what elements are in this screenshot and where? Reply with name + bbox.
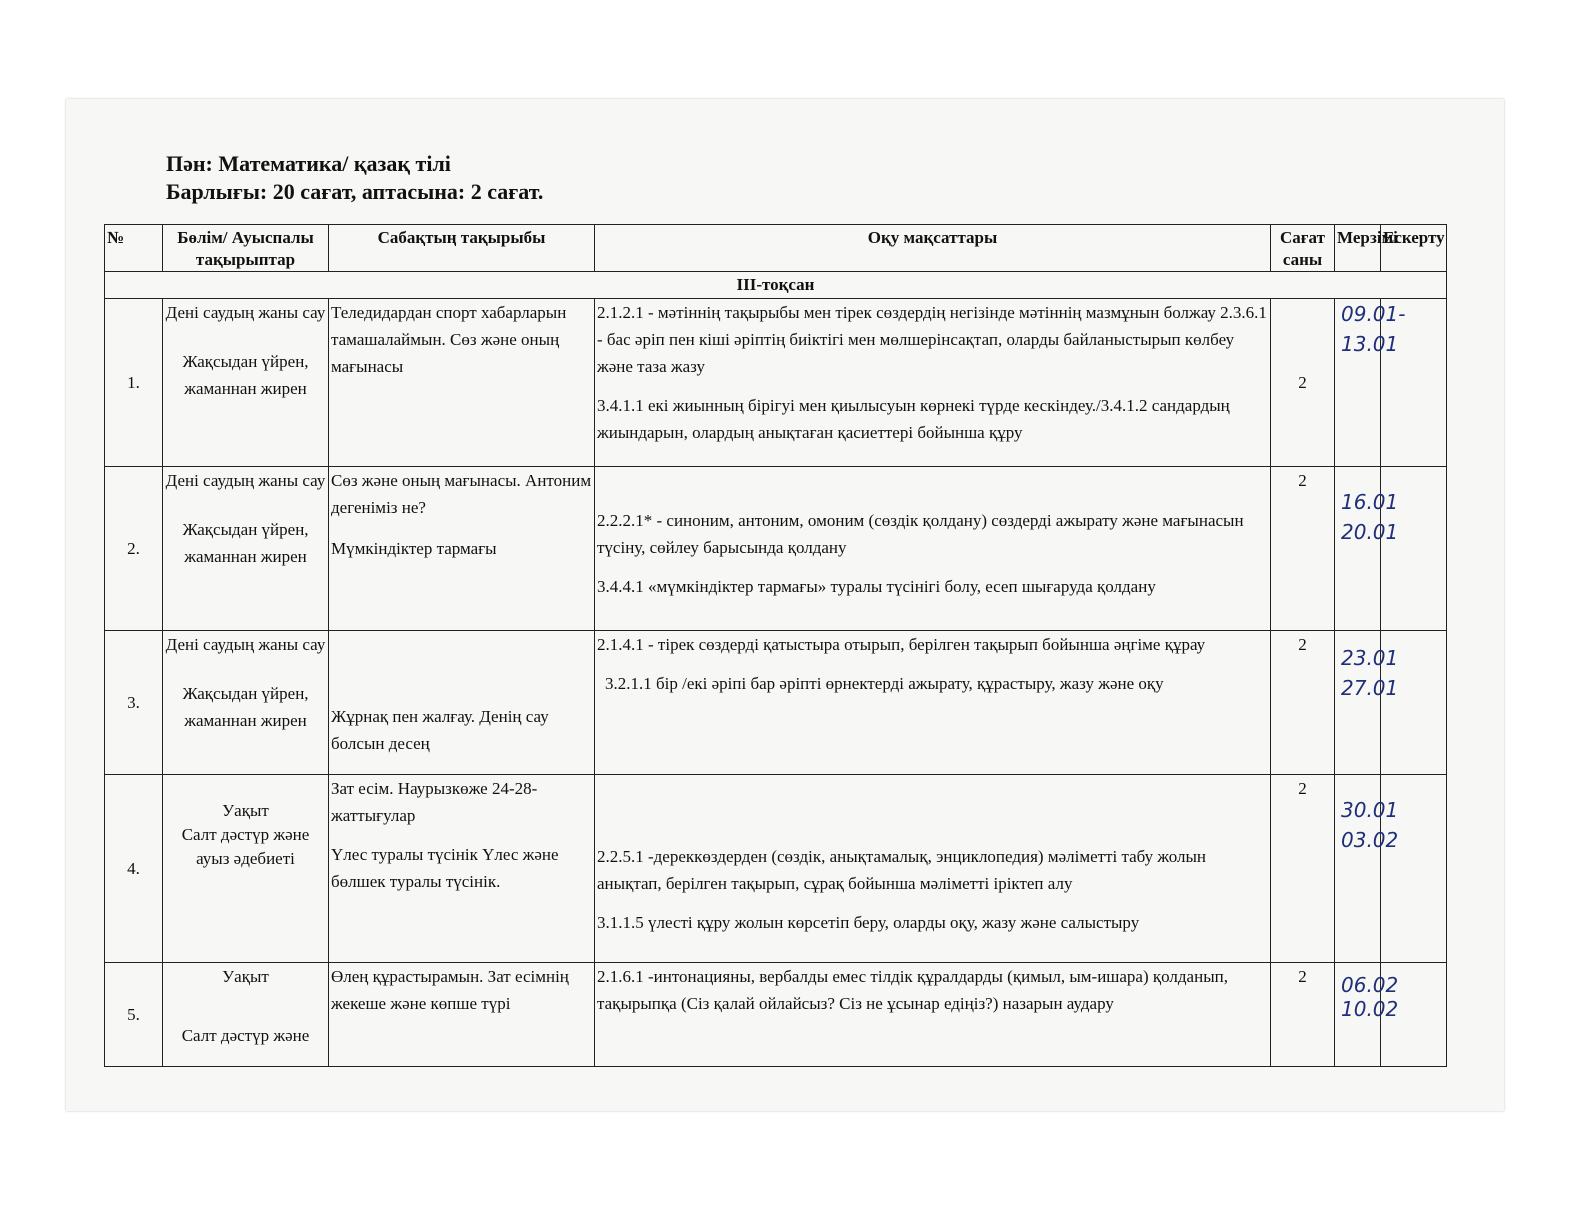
row-dates [1335,631,1399,775]
topic-line: Зат есім. Наурызкөже 24-28-жаттығулар [331,779,538,825]
table-header-row [105,225,1447,272]
section-line: Уақыт [222,801,269,820]
row-topic [329,467,595,631]
table-row [105,467,1447,631]
topic-line: Үлес туралы түсінік Үлес және бөлшек туралы түсінік. [331,845,559,891]
table-row [105,631,1447,775]
column-header-objectives: Оқу мақсаттары [595,225,1271,272]
section-line: Салт дәстүр және [181,1026,310,1045]
column-header-number: № [105,225,163,272]
date-end: 20.01 [1341,520,1399,544]
row-objectives [595,775,1271,963]
hours-value: 2 [1298,779,1307,798]
topic-line: Жұрнақ пен жалғау. Денің сау болсын десең [331,707,549,753]
row-topic [329,963,595,1067]
row-section [163,299,329,467]
column-header-section: Бөлім/ Ауыспалы тақырыптар [163,225,329,272]
table-row [105,299,1447,467]
row-objectives [595,299,1271,467]
topic-line: Теледидардан спорт хабарларын тамашалаймын. Сөз және оның мағынасы [331,303,567,376]
row-dates [1335,299,1406,467]
section-line: Уақыт [222,967,269,986]
objective-item: 2.2.2.1* - синоним, антоним, омоним (сөздік қолдану) сөздерді ажырату және мағынасын түсіну, сөйлеу барысында қолдану [597,511,1244,557]
date-start: 23.01 [1341,646,1399,670]
objective-item: 3.1.1.5 үлесті құру жолын көрсетіп беру, оларды оқу, жазу және салыстыру [597,913,1140,932]
date-start: 30.01 [1341,798,1399,822]
column-header-hours: Сағат саны [1271,225,1335,272]
table-row [105,775,1447,963]
row-section [163,775,329,963]
row-hours [1271,631,1335,775]
objective-item: 3.2.1.1 бір /екі әріпі бар әріпті өрнектерді ажырату, құрастыру, жазу және оқу [605,674,1164,693]
objective-item: 2.1.4.1 - тірек сөздерді қатыстыра отырып, берілген тақырып бойынша әңгіме құрау [597,635,1206,654]
row-section [163,467,329,631]
row-objectives [595,631,1271,775]
objective-item: 2.1.6.1 -интонацияны, вербалды емес тілдік құралдарды (қимыл, ым-ишара) қолданып, тақырыпқа (Сіз қалай ойлайсыз? Сіз не ұсынар едіңіз?) назарын аудару [597,967,1228,1013]
topic-line: Сөз және оның мағынасы. Антоним дегеніміз не? [331,471,592,517]
row-number: 1. [105,299,163,467]
column-header-dates: Мерзімі [1335,225,1381,272]
date-end: 10.02 [1341,997,1399,1021]
date-start: 16.01 [1341,490,1399,514]
column-header-topic: Сабақтың тақырыбы [329,225,595,272]
section-line: Дені саудың жаны сау [165,471,326,490]
section-line: Жақсыдан үйрен, жаманнан жирен [182,520,309,566]
row-dates [1335,963,1399,1067]
section-line: Салт дәстүр және ауыз әдебиеті [181,825,310,868]
subject-title: Пән: Математика/ қазақ тілі [166,151,451,176]
row-number: 5. [105,963,163,1067]
section-line: Жақсыдан үйрен, жаманнан жирен [182,352,309,398]
hours-value: 2 [1298,967,1307,986]
row-objectives [595,467,1271,631]
row-topic [329,631,595,775]
hours-value: 2 [1298,373,1307,392]
row-number: 2. [105,467,163,631]
row-topic [329,299,595,467]
objective-item: 3.4.1.1 екі жиынның бірігуі мен қиылысуын көрнекі түрде кескіндеу./3.4.1.2 сандардың жиындарын, олардың анықтаған қасиеттері бойынша құру [597,396,1230,442]
topic-line: Мүмкіндіктер тармағы [331,539,497,558]
row-topic [329,775,595,963]
date-end: 13.01 [1341,332,1399,356]
table-row [105,963,1447,1067]
section-line: Дені саудың жаны сау [165,635,326,654]
column-header-notes: Ескерту [1381,225,1447,272]
date-end: 03.02 [1341,828,1399,852]
hours-summary: Барлығы: 20 сағат, аптасына: 2 сағат. [166,179,544,204]
section-line: Жақсыдан үйрен, жаманнан жирен [182,684,309,730]
row-section [163,631,329,775]
quarter-row [105,272,1447,299]
objective-item: 3.4.4.1 «мүмкіндіктер тармағы» туралы түсінігі болу, есеп шығаруда қолдану [597,577,1156,596]
row-number: 3. [105,631,163,775]
topic-line: Өлең құрастырамын. Зат есімнің жекеше және көпше түрі [331,967,569,1013]
row-hours [1271,467,1335,631]
row-hours [1271,299,1335,467]
row-hours [1271,775,1335,963]
objective-item: 2.1.2.1 - мәтіннің тақырыбы мен тірек сөздердің негізінде мәтіннің мазмұнын болжау 2.3.6.1 - бас әріп пен кіші әріптің биіктігі мен мөлшерінсақтап, оларды байланыстырып көлбеу және таза жазу [597,303,1267,376]
row-number: 4. [105,775,163,963]
document-heading [166,150,543,206]
date-start: 09.01- [1341,302,1406,326]
hours-value: 2 [1298,471,1307,490]
date-start: 06.02 [1341,973,1399,997]
row-hours [1271,963,1335,1067]
hours-value: 2 [1298,635,1307,654]
row-dates [1335,775,1399,963]
section-line: Дені саудың жаны сау [165,303,326,322]
quarter-label: III-тоқсан [105,272,1447,299]
row-dates [1335,467,1399,631]
row-objectives [595,963,1271,1067]
lesson-plan-table [104,224,1447,1067]
date-end: 27.01 [1341,676,1399,700]
objective-item: 2.2.5.1 -дереккөздерден (сөздік, анықтамалық, энциклопедия) мәліметті табу жолын анықтап, берілген тақырып, сұрақ бойынша мәліметті іріктеп алу [597,847,1207,893]
row-section [163,963,329,1067]
